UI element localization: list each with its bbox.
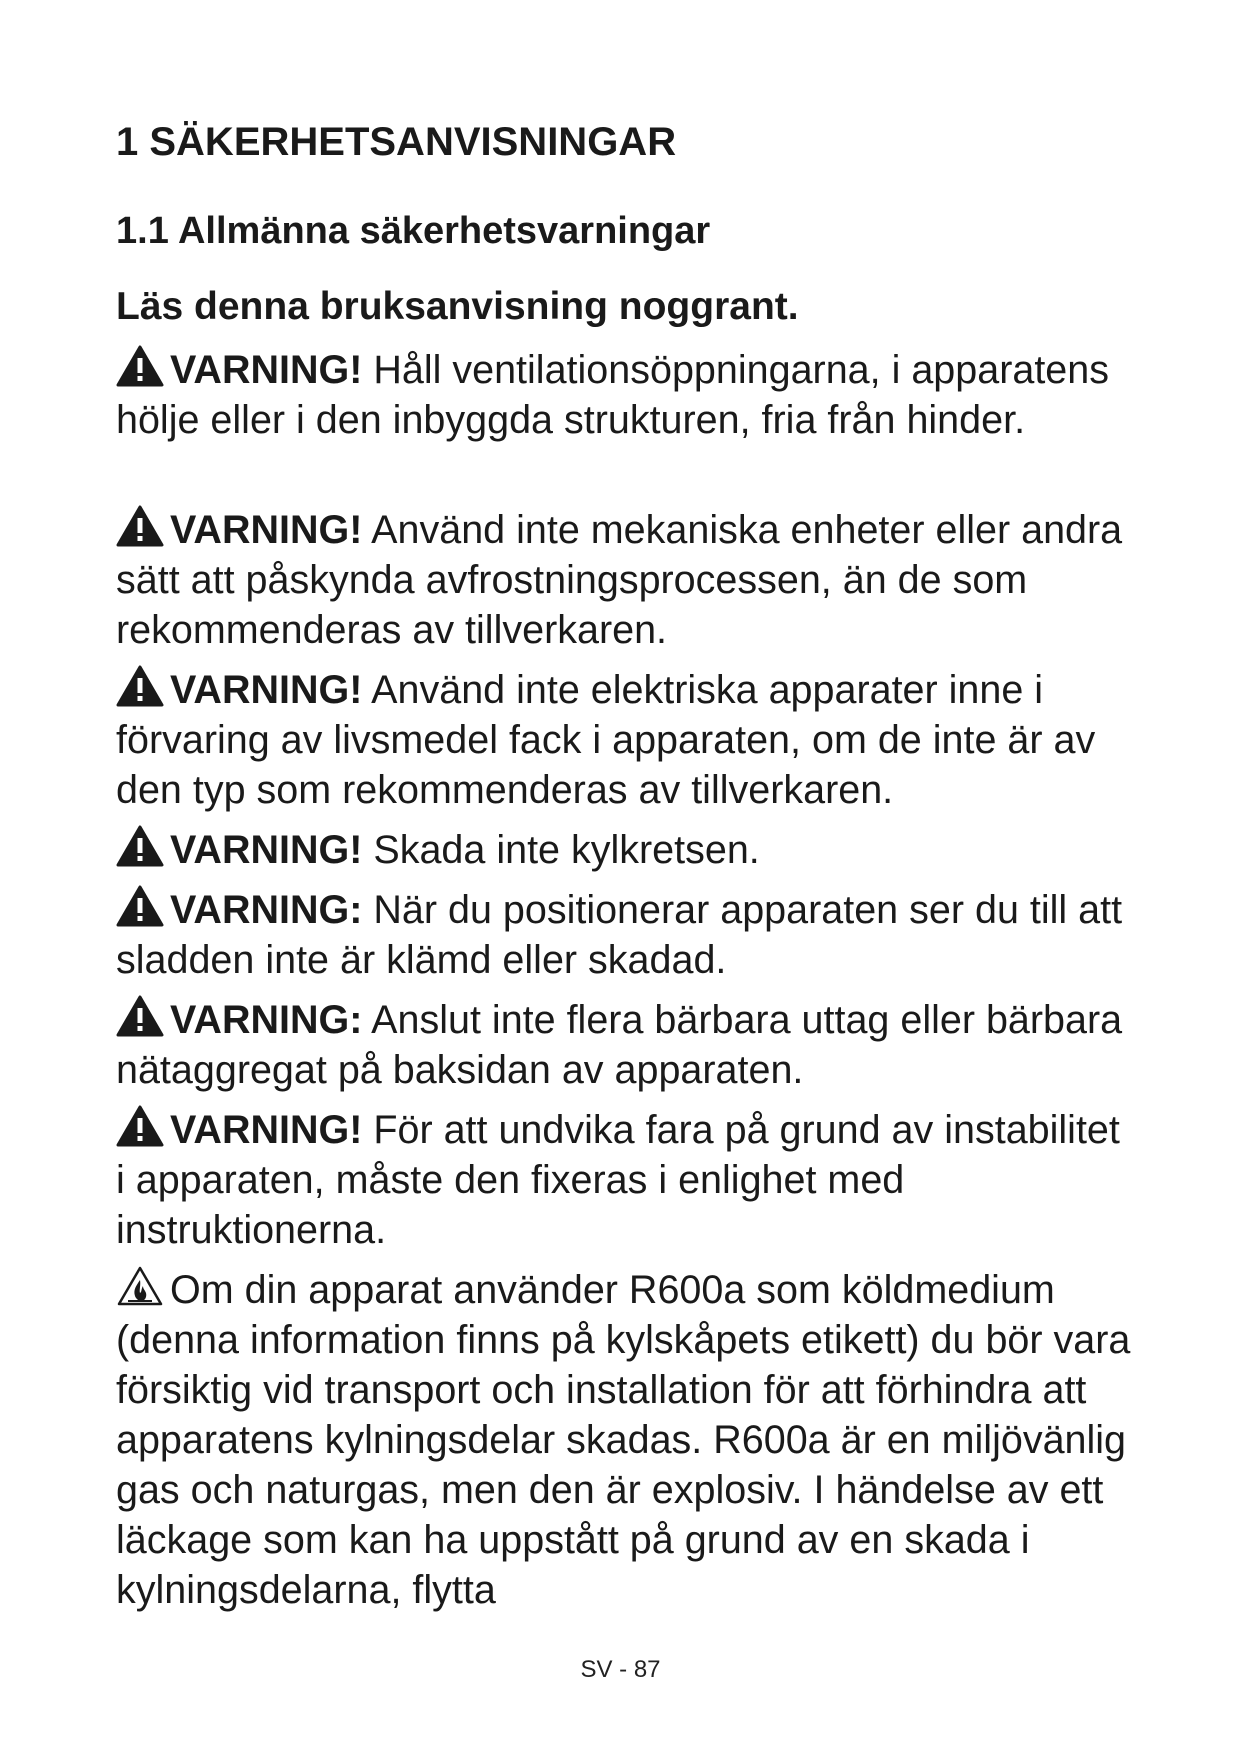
warning-text: Skada inte kylkretsen. xyxy=(362,828,760,872)
warning-triangle-icon xyxy=(116,665,164,707)
warning-text: När du positionerar apparaten ser du till att sladden inte är klämd eller skadad. xyxy=(116,888,1123,982)
refrigerant-notice xyxy=(116,1265,1136,1615)
warning-item xyxy=(116,885,1136,985)
page-number: SV - 87 xyxy=(580,1656,661,1683)
warning-item xyxy=(116,995,1136,1095)
subsection-title: 1.1 Allmänna säkerhetsvarningar xyxy=(116,210,711,252)
warning-item xyxy=(116,505,1136,655)
warning-triangle-icon xyxy=(116,995,164,1037)
warning-text: Använd inte mekaniska enheter eller andra sätt att påskynda avfrostningsprocessen, än de som rekommenderas av tillverkaren. xyxy=(116,508,1123,652)
flammable-triangle-icon xyxy=(116,1265,164,1307)
warning-item xyxy=(116,825,1136,875)
intro-text: Läs denna bruksanvisning noggrant. xyxy=(116,285,799,328)
warning-text: Använd inte elektriska apparater inne i förvaring av livsmedel fack i apparaten, om de inte är av den typ som rekommenderas av tillverkaren. xyxy=(116,668,1096,812)
warning-label: VARNING! xyxy=(170,828,363,872)
warning-label: VARNING! xyxy=(170,348,363,392)
warning-label: VARNING! xyxy=(170,508,363,552)
warning-triangle-icon xyxy=(116,345,164,387)
warning-label: VARNING! xyxy=(170,668,363,712)
warning-text: Håll ventilationsöppningarna, i apparatens hölje eller i den inbyggda strukturen, fria från hinder. xyxy=(116,348,1109,442)
warning-triangle-icon xyxy=(116,825,164,867)
section-title: 1 SÄKERHETSANVISNINGAR xyxy=(116,120,677,164)
warning-item xyxy=(116,665,1136,815)
warning-label: VARNING! xyxy=(170,1108,363,1152)
warning-triangle-icon xyxy=(116,505,164,547)
warning-label: VARNING: xyxy=(170,888,363,932)
warning-item xyxy=(116,1105,1136,1255)
notice-text: Om din apparat använder R600a som köldmedium (denna information finns på kylskåpets etikett) du bör vara försiktig vid transport och installation för att förhindra att apparatens kylningsdelar skadas. R600a är en miljövänlig gas och naturgas, men den är explosiv. I händelse av ett läckage som kan ha uppstått på grund av en skada i kylningsdelarna, flytta xyxy=(116,1268,1131,1612)
warning-item xyxy=(116,345,1136,445)
warning-text: För att undvika fara på grund av instabilitet i apparaten, måste den fixeras i enlighet med instruktionerna. xyxy=(116,1108,1120,1252)
warning-triangle-icon xyxy=(116,885,164,927)
warning-triangle-icon xyxy=(116,1105,164,1147)
warning-text: Anslut inte flera bärbara uttag eller bärbara nätaggregat på baksidan av apparaten. xyxy=(116,998,1123,1092)
warning-label: VARNING: xyxy=(170,998,363,1042)
